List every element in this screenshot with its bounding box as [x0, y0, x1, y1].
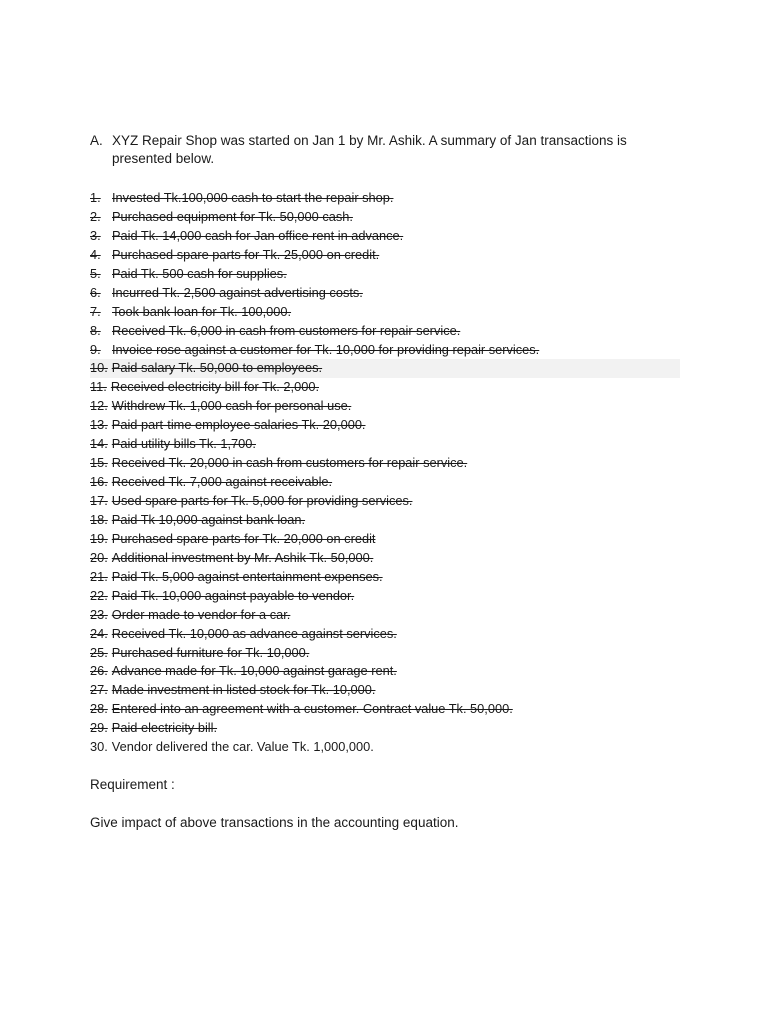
transaction-number: 26. [90, 663, 108, 679]
transaction-number: 30. [90, 739, 108, 755]
transaction-item [90, 606, 680, 625]
transaction-item [90, 227, 680, 246]
transaction-item [90, 549, 680, 568]
transaction-text: Paid utility bills Tk. 1,700. [111, 436, 256, 452]
transaction-text: Advance made for Tk. 10,000 against garage rent. [111, 663, 397, 679]
transaction-number: 28. [90, 701, 108, 717]
transaction-text: Incurred Tk. 2,500 against advertising costs. [112, 284, 363, 300]
transaction-text: Purchased spare parts for Tk. 20,000 on credit [111, 530, 376, 546]
transaction-item [90, 189, 680, 208]
transaction-item [90, 265, 680, 284]
transaction-item [90, 435, 680, 454]
transaction-number: 29. [90, 720, 108, 736]
transaction-text: Paid Tk. 10,000 against payable to vendor. [111, 587, 355, 603]
transaction-item [90, 719, 680, 738]
transaction-text: Used spare parts for Tk. 5,000 for providing services. [111, 493, 413, 508]
transaction-text: Vendor delivered the car. Value Tk. 1,000,000. [111, 739, 374, 755]
transaction-text: Received Tk. 7,000 against receivable. [111, 474, 333, 490]
transaction-item [90, 454, 680, 473]
transaction-number: 13. [90, 417, 108, 433]
transaction-item [90, 738, 680, 757]
transaction-item [90, 662, 680, 681]
transaction-number: 17. [90, 493, 108, 508]
section-marker: A. [90, 133, 103, 148]
transaction-number: 14. [90, 436, 108, 452]
transaction-text: Received Tk. 6,000 in cash from customers for repair service. [112, 322, 461, 338]
transaction-text: Entered into an agreement with a customer. Contract value Tk. 50,000. [111, 701, 513, 717]
transaction-number: 22. [90, 587, 108, 603]
transaction-number: 20. [90, 549, 108, 565]
transaction-item [90, 397, 680, 416]
requirement-instruction: Give impact of above transactions in the accounting equation. [90, 815, 459, 830]
transaction-item [90, 322, 680, 341]
transaction-text: Received Tk. 10,000 as advance against services. [111, 625, 397, 641]
transaction-number: 9. [90, 341, 101, 357]
transaction-number: 4. [90, 246, 101, 262]
transaction-list [90, 189, 680, 757]
transaction-number: 5. [90, 265, 101, 281]
transaction-item [90, 378, 680, 397]
transaction-number: 7. [90, 303, 101, 319]
transaction-number: 24. [90, 625, 108, 641]
transaction-text: Invoice rose against a customer for Tk. 10,000 for providing repair services. [112, 341, 540, 357]
transaction-text: Paid part-time employee salaries Tk. 20,000. [111, 417, 366, 433]
transaction-item [90, 587, 680, 606]
transaction-text: Purchased spare parts for Tk. 25,000 on credit. [112, 246, 380, 262]
transaction-item [90, 341, 680, 360]
transaction-text: Purchased equipment for Tk. 50,000 cash. [112, 208, 353, 224]
transaction-number: 6. [90, 284, 101, 300]
transaction-text: Order made to vendor for a car. [111, 606, 291, 622]
transaction-item [90, 681, 680, 700]
transaction-text: Paid Tk. 500 cash for supplies. [112, 265, 287, 281]
transaction-text: Paid Tk. 5,000 against entertainment expenses. [111, 568, 383, 584]
transaction-item [90, 303, 680, 322]
transaction-text: Paid Tk 10,000 against bank loan. [111, 511, 306, 527]
transaction-text: Received electricity bill for Tk. 2,000. [110, 379, 319, 395]
transaction-text: Made investment in listed stock for Tk. 10,000. [111, 682, 376, 698]
transaction-item [90, 700, 680, 719]
transaction-number: 15. [90, 455, 108, 471]
transaction-item [90, 530, 680, 549]
transaction-number: 10. [90, 360, 108, 376]
transaction-number: 23. [90, 606, 108, 622]
transaction-number: 12. [90, 398, 108, 414]
transaction-number: 11. [90, 379, 107, 395]
transaction-number: 18. [90, 511, 108, 527]
transaction-text: Invested Tk.100,000 cash to start the repair shop. [112, 190, 394, 205]
transaction-text: Paid Tk. 14,000 cash for Jan office rent in advance. [112, 227, 404, 243]
transaction-text: Took bank loan for Tk. 100,000. [112, 303, 292, 319]
transaction-item [90, 625, 680, 644]
transaction-text: Received Tk. 20,000 in cash from customers for repair service. [111, 455, 468, 471]
transaction-item [90, 511, 680, 530]
transaction-number: 2. [90, 208, 101, 224]
transaction-number: 19. [90, 530, 108, 546]
transaction-number: 16. [90, 474, 108, 490]
transaction-text: Additional investment by Mr. Ashik Tk. 50,000. [111, 549, 374, 565]
transaction-item [90, 246, 680, 265]
transaction-item [90, 359, 680, 378]
transaction-text: Withdrew Tk. 1,000 cash for personal use. [111, 398, 352, 414]
transaction-item [90, 284, 680, 303]
transaction-number: 1. [90, 190, 101, 205]
transaction-text: Purchased furniture for Tk. 10,000. [111, 644, 310, 660]
transaction-text: Paid salary Tk. 50,000 to employees. [111, 360, 323, 376]
transaction-text: Paid electricity bill. [111, 720, 218, 736]
transaction-number: 8. [90, 322, 101, 338]
transaction-item [90, 473, 680, 492]
transaction-number: 27. [90, 682, 108, 698]
section-a [90, 132, 650, 168]
transaction-item [90, 208, 680, 227]
requirement-heading: Requirement : [90, 777, 175, 792]
transaction-number: 21. [90, 568, 108, 584]
transaction-number: 25. [90, 644, 108, 660]
section-intro: XYZ Repair Shop was started on Jan 1 by Mr. Ashik. A summary of Jan transactions is presented below. [112, 133, 627, 166]
transaction-item [90, 644, 680, 663]
transaction-item [90, 492, 680, 511]
transaction-item [90, 416, 680, 435]
transaction-item [90, 568, 680, 587]
transaction-number: 3. [90, 227, 101, 243]
